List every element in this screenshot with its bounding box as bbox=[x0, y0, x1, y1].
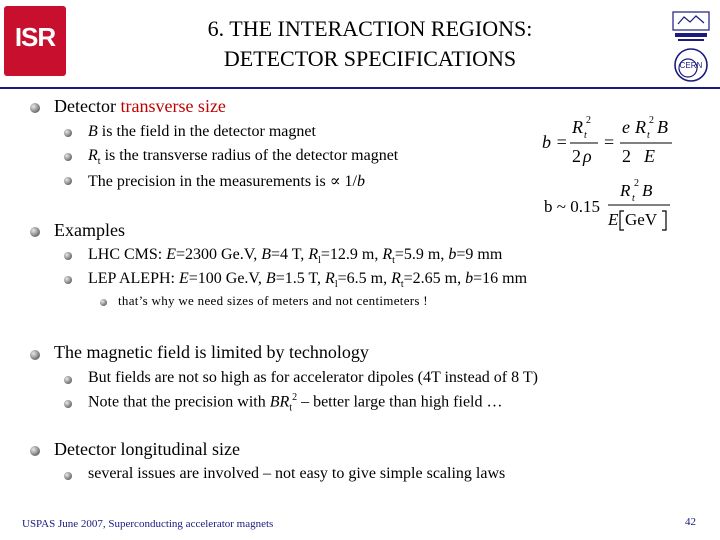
bullet-icon bbox=[64, 472, 72, 480]
item-precision-note: Note that the precision with $BR_t^2$ – better large than high field … bbox=[88, 392, 503, 414]
svg-text:R: R bbox=[635, 117, 646, 137]
formula-sagitta bbox=[536, 106, 706, 186]
cern-logo-text: CERN bbox=[679, 61, 703, 70]
slide-title-line2: DETECTOR SPECIFICATIONS bbox=[223, 46, 517, 71]
svg-text:E: E bbox=[608, 210, 619, 229]
bullet-icon bbox=[64, 276, 72, 284]
bullet-icon bbox=[100, 299, 107, 306]
bullet-icon bbox=[30, 103, 40, 113]
bullet-icon bbox=[64, 153, 72, 161]
isr-logo-text: ISR bbox=[14, 22, 56, 52]
svg-text:R: R bbox=[620, 181, 631, 200]
cern-emblem-icon bbox=[666, 8, 716, 86]
bullet-icon bbox=[30, 350, 40, 360]
heading-magnetic-field: The magnetic field is limited by technology bbox=[54, 342, 369, 362]
header-divider bbox=[0, 87, 720, 89]
svg-text:t: t bbox=[584, 130, 587, 141]
footer-text: USPAS June 2007, Superconducting accelerator magnets bbox=[22, 518, 274, 530]
example-note: that’s why we need sizes of meters and not centimeters ! bbox=[118, 293, 428, 308]
formula-approx bbox=[540, 176, 700, 234]
svg-text:2: 2 bbox=[572, 146, 581, 166]
bullet-icon bbox=[30, 227, 40, 237]
bullet-icon bbox=[64, 129, 72, 137]
bullet-icon bbox=[64, 376, 72, 384]
svg-text:2: 2 bbox=[634, 178, 639, 189]
heading-longitudinal-size: Detector longitudinal size bbox=[54, 439, 240, 459]
heading-examples: Examples bbox=[54, 220, 125, 240]
isr-logo bbox=[4, 6, 66, 76]
item-precision: The precision in the measurements is ∝ 1/b bbox=[88, 173, 365, 190]
svg-text:ρ: ρ bbox=[583, 146, 592, 166]
slide-title bbox=[80, 14, 660, 74]
bullet-icon bbox=[64, 400, 72, 408]
example-lep-aleph: LEP ALEPH: E=100 Ge.V, B=1.5 T, $R_l=6.5$ m, $R_t=2.65$ m, b=16 mm bbox=[88, 270, 528, 291]
page-number: 42 bbox=[685, 516, 696, 528]
svg-text:B: B bbox=[642, 181, 653, 200]
item-field-limit: But fields are not so high as for accelerator dipoles (4T instead of 8 T) bbox=[88, 369, 538, 386]
heading-emphasis: transverse size bbox=[120, 96, 226, 116]
heading-transverse-size: Detector transverse size bbox=[54, 96, 226, 116]
formula2-lhs: b ~ 0.15 bbox=[544, 197, 600, 216]
bullet-icon bbox=[64, 177, 72, 185]
svg-text:R: R bbox=[572, 117, 583, 137]
item-b-field: B is the field in the detector magnet bbox=[88, 123, 316, 140]
svg-text:E: E bbox=[644, 146, 655, 166]
svg-text:e: e bbox=[622, 117, 630, 137]
svg-text:t: t bbox=[632, 193, 635, 204]
example-lhc-cms: LHC CMS: E=2300 Ge.V, B=4 T, $R_l=12.9$ m, $R_t=5.9$ m, b=9 mm bbox=[88, 246, 503, 267]
svg-text:2: 2 bbox=[622, 146, 631, 166]
svg-text:2: 2 bbox=[586, 115, 591, 126]
cern-logo bbox=[666, 8, 716, 86]
svg-text:GeV: GeV bbox=[625, 210, 658, 229]
bullet-icon bbox=[64, 252, 72, 260]
bullet-icon bbox=[30, 446, 40, 456]
formula1-lhs: b = bbox=[542, 132, 568, 152]
svg-text:=: = bbox=[604, 132, 615, 152]
svg-text:2: 2 bbox=[649, 115, 654, 126]
svg-text:t: t bbox=[647, 130, 650, 141]
svg-text:B: B bbox=[657, 117, 668, 137]
slide-title-line1: 6. THE INTERACTION REGIONS: bbox=[207, 16, 533, 41]
item-transverse-radius: $R_t$ is the transverse radius of the detector magnet bbox=[88, 147, 399, 168]
item-longitudinal-issues: several issues are involved – not easy to give simple scaling laws bbox=[88, 465, 506, 482]
